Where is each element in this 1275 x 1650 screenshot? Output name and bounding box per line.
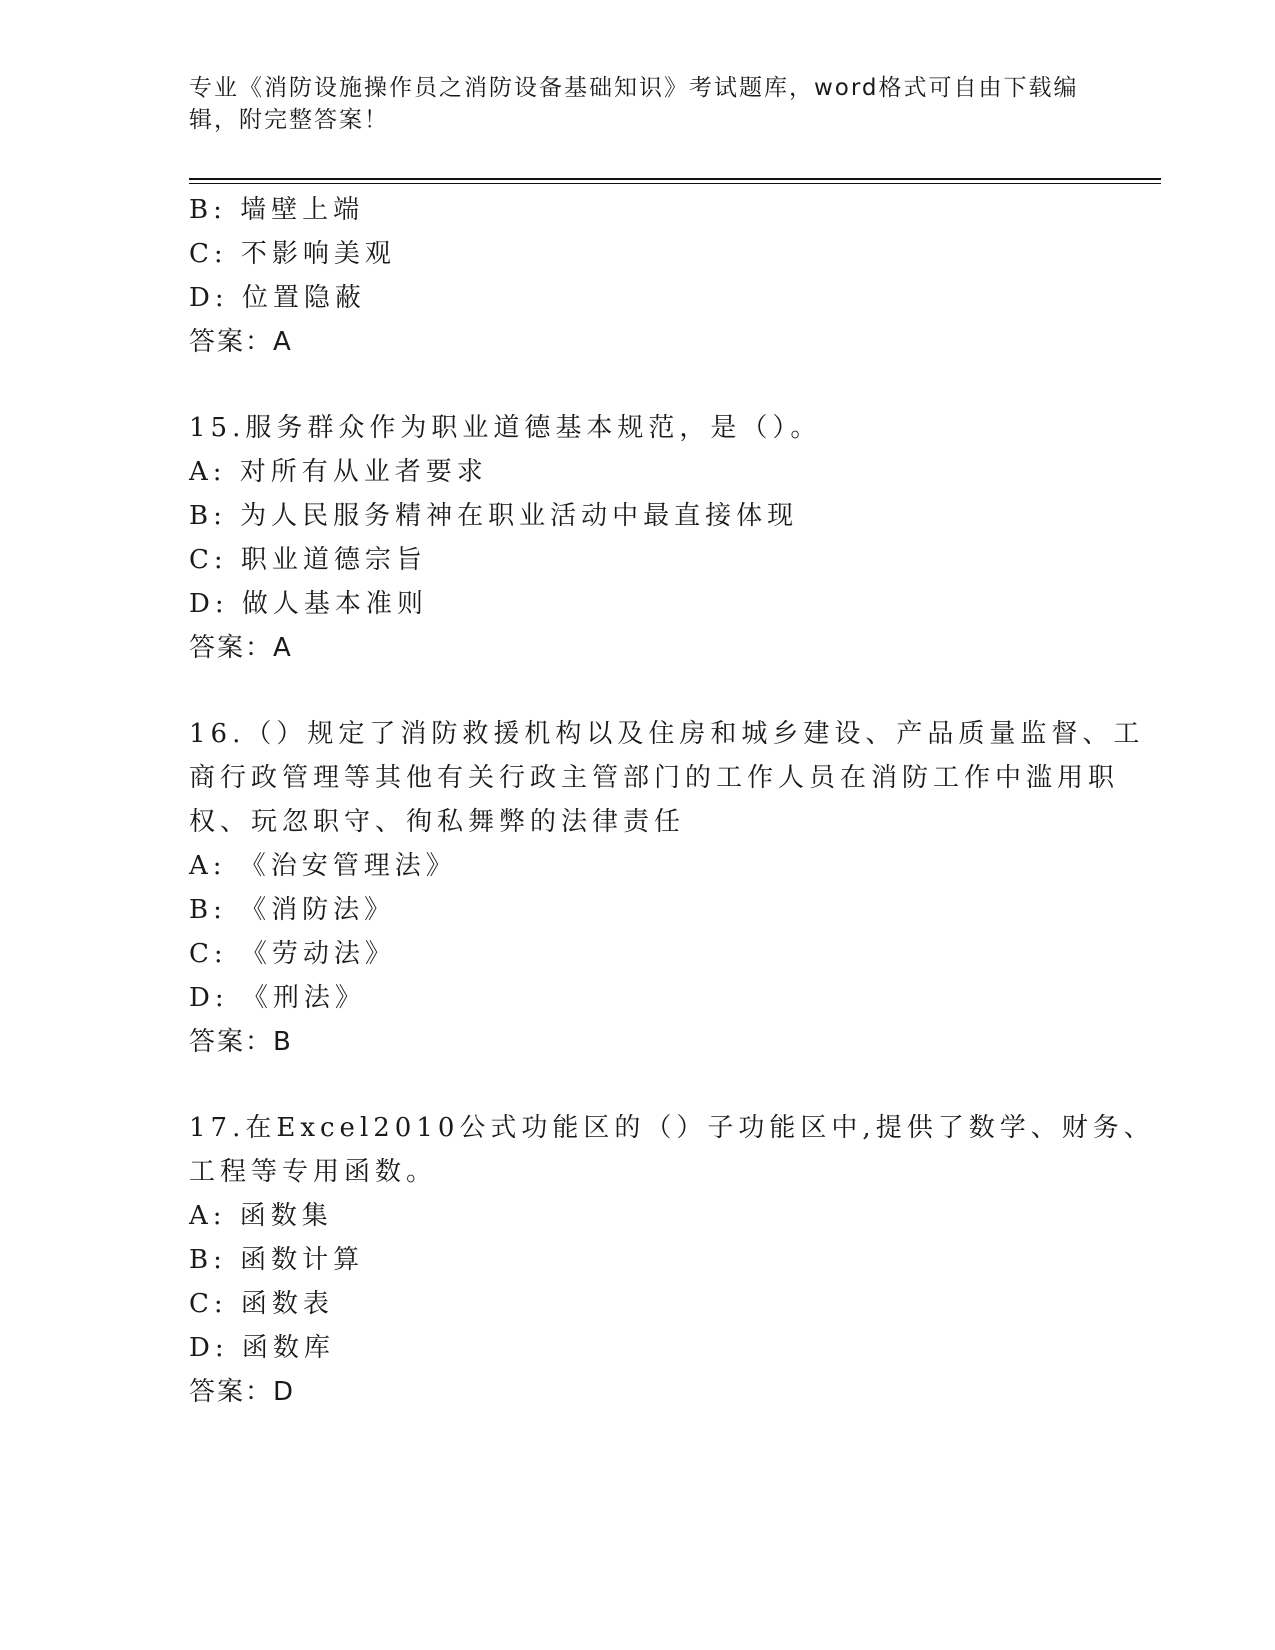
q17-option-c: C: 函数表 (189, 1289, 334, 1319)
header-line-2: 辑，附完整答案！ (189, 107, 389, 133)
q16-option-a: A: 《治安管理法》 (189, 851, 457, 881)
header-line-1: 专业《消防设施操作员之消防设备基础知识》考试题库，word格式可自由下载编 (189, 75, 1079, 101)
q16-option-b: B: 《消防法》 (189, 895, 396, 925)
q14-answer: 答案：A (189, 327, 293, 357)
document-header (189, 72, 1089, 136)
q14-option-c: C: 不影响美观 (189, 239, 396, 269)
q16-option-d: D: 《刑法》 (189, 983, 366, 1013)
q16-answer: 答案：B (189, 1027, 293, 1057)
q17-stem-line-2: 工程等专用函数。 (189, 1157, 438, 1187)
q17-option-b: B: 函数计算 (189, 1245, 365, 1275)
q15-answer: 答案：A (189, 633, 293, 663)
header-divider-thin (189, 183, 1161, 184)
q16-stem-line-2: 商行政管理等其他有关行政主管部门的工作人员在消防工作中滥用职 (189, 763, 1120, 793)
q17-option-a: A: 函数集 (189, 1201, 333, 1231)
q15-option-b: B: 为人民服务精神在职业活动中最直接体现 (189, 501, 799, 531)
q17-stem-line-1: 17.在Excel2010公式功能区的（）子功能区中,提供了数学、财务、 (189, 1113, 1155, 1143)
q15-option-d: D: 做人基本准则 (189, 589, 428, 619)
q14-option-b: B: 墙壁上端 (189, 195, 365, 225)
q17-option-d: D: 函数库 (189, 1333, 335, 1363)
q17-answer: 答案：D (189, 1377, 296, 1407)
header-divider (189, 178, 1161, 180)
q16-stem-line-3: 权、玩忽职守、徇私舞弊的法律责任 (189, 807, 686, 837)
q16-stem-line-1: 16.（）规定了消防救援机构以及住房和城乡建设、产品质量监督、工 (189, 719, 1145, 749)
q14-option-d: D: 位置隐蔽 (189, 283, 366, 313)
q16-option-c: C: 《劳动法》 (189, 939, 396, 969)
q15-option-c: C: 职业道德宗旨 (189, 545, 427, 575)
q15-stem: 15.服务群众作为职业道德基本规范，是（）。 (189, 413, 822, 443)
q15-option-a: A: 对所有从业者要求 (189, 457, 488, 487)
